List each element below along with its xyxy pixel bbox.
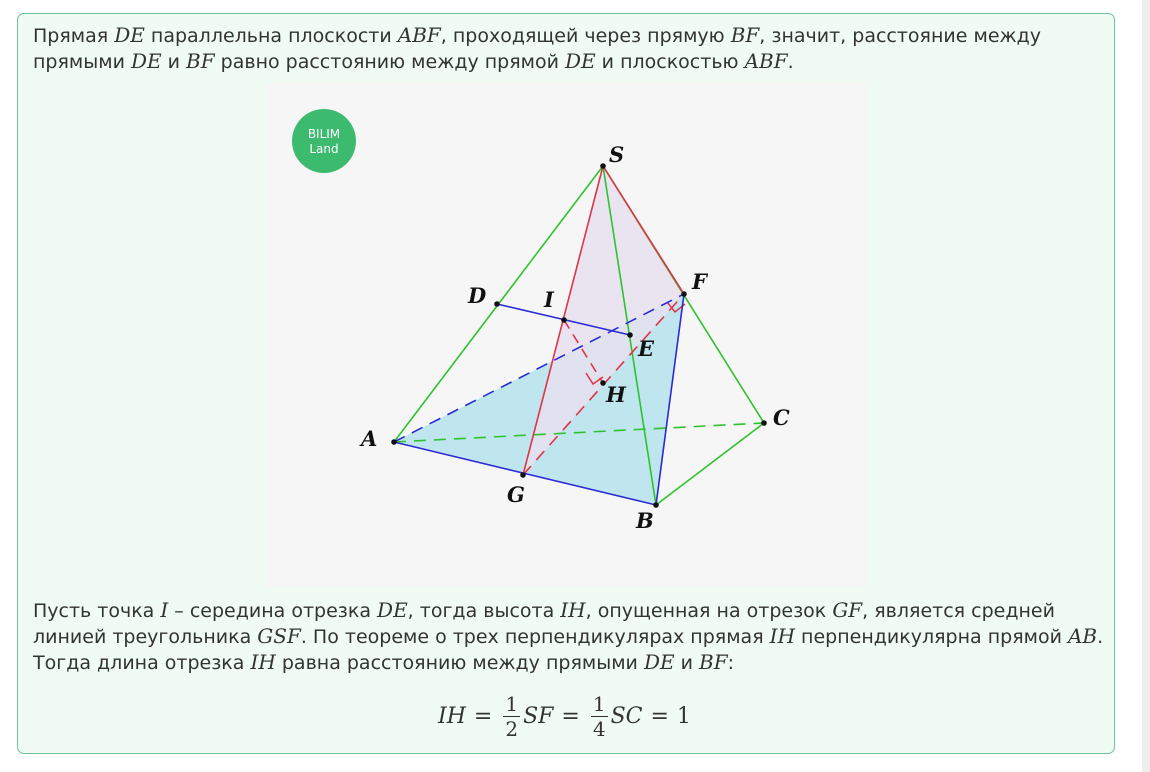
point-i — [561, 317, 567, 323]
formula-equals: = — [561, 703, 580, 729]
bilimland-logo — [292, 109, 356, 173]
formula-segment-sf: SF — [523, 703, 554, 729]
text-fragment: , тогда высота — [407, 600, 561, 622]
label-s: S — [609, 142, 625, 167]
math-term: DE — [114, 23, 145, 47]
fraction-numerator: 1 — [592, 691, 606, 716]
pyramid-figure — [266, 82, 866, 587]
label-c: C — [773, 405, 790, 430]
formula-equals: = — [650, 703, 669, 729]
text-fragment: равна расстоянию между прямыми — [275, 652, 644, 674]
math-term: BF — [699, 650, 728, 674]
point-d — [494, 301, 500, 307]
math-term: AB — [1067, 624, 1098, 648]
math-term: DE — [130, 49, 162, 73]
fraction-one-quarter — [591, 692, 608, 741]
label-e: E — [638, 336, 655, 361]
text-fragment: Прямая — [33, 25, 115, 47]
text-fragment: , проходящей через прямую — [440, 25, 731, 47]
math-term: DE — [643, 650, 675, 674]
formula — [438, 684, 691, 748]
text-fragment: : — [727, 652, 734, 674]
math-term: ABF — [744, 49, 788, 73]
point-h — [600, 380, 606, 386]
text-fragment: равно расстоянию между прямой — [214, 51, 565, 73]
text-fragment: и плоскостью — [595, 51, 745, 73]
math-term: GF — [832, 598, 863, 622]
math-term: DE — [377, 598, 408, 622]
point-f — [681, 291, 687, 297]
fraction-one-half — [503, 692, 520, 741]
edge-bc — [656, 423, 764, 505]
text-fragment: Пусть точка — [33, 600, 161, 622]
math-term: DE — [565, 49, 596, 73]
label-b: B — [636, 508, 654, 533]
math-term: IH — [769, 624, 796, 648]
text-fragment: параллельна плоскости — [144, 25, 398, 47]
label-i: I — [544, 287, 554, 312]
fraction-numerator: 1 — [505, 691, 519, 716]
label-g: G — [507, 482, 525, 507]
text-fragment: перпендикулярна прямой — [795, 626, 1068, 648]
formula-lhs: IH — [438, 703, 466, 729]
pyramid-diagram — [266, 82, 866, 587]
label-f: F — [692, 269, 707, 294]
logo-text-line2: Land — [309, 142, 339, 156]
text-fragment: – середина отрезка — [168, 600, 378, 622]
formula-segment-sc: SC — [610, 703, 643, 729]
label-a: A — [361, 426, 378, 451]
text-fragment: . — [787, 51, 794, 73]
point-g — [520, 472, 526, 478]
intro-paragraph — [33, 23, 1108, 75]
label-h: H — [606, 382, 626, 407]
text-fragment: и — [161, 51, 187, 73]
solution-card — [17, 13, 1115, 754]
point-s — [600, 163, 606, 169]
point-a — [391, 439, 397, 445]
text-fragment: . Тогда длина отрезка — [33, 626, 1104, 674]
explanation-paragraph — [33, 598, 1108, 676]
point-b — [653, 502, 659, 508]
point-e — [627, 332, 633, 338]
text-fragment: , является средней линией треугольника — [33, 600, 1055, 648]
scrollbar-track[interactable] — [1142, 0, 1150, 772]
logo-text-line1: BILIM — [307, 127, 341, 141]
formula-result: 1 — [676, 703, 691, 729]
fraction-denominator: 4 — [592, 716, 606, 741]
text-fragment: и — [674, 652, 700, 674]
point-c — [761, 420, 767, 426]
label-d: D — [468, 283, 487, 308]
text-fragment: , значит, расстояние между прямыми — [33, 25, 1042, 73]
text-fragment: . По теореме о трех перпендикулярах прямая — [300, 626, 770, 648]
math-term: ABF — [397, 23, 441, 47]
fraction-denominator: 2 — [505, 716, 519, 741]
math-term: BF — [186, 49, 215, 73]
math-term: GSF — [257, 624, 301, 648]
text-fragment: , опущенная на отрезок — [585, 600, 833, 622]
math-term: BF — [730, 23, 760, 47]
formula-equals: = — [473, 703, 493, 729]
math-term: IH — [250, 650, 276, 674]
math-term: I — [160, 598, 169, 622]
math-term: IH — [560, 598, 586, 622]
